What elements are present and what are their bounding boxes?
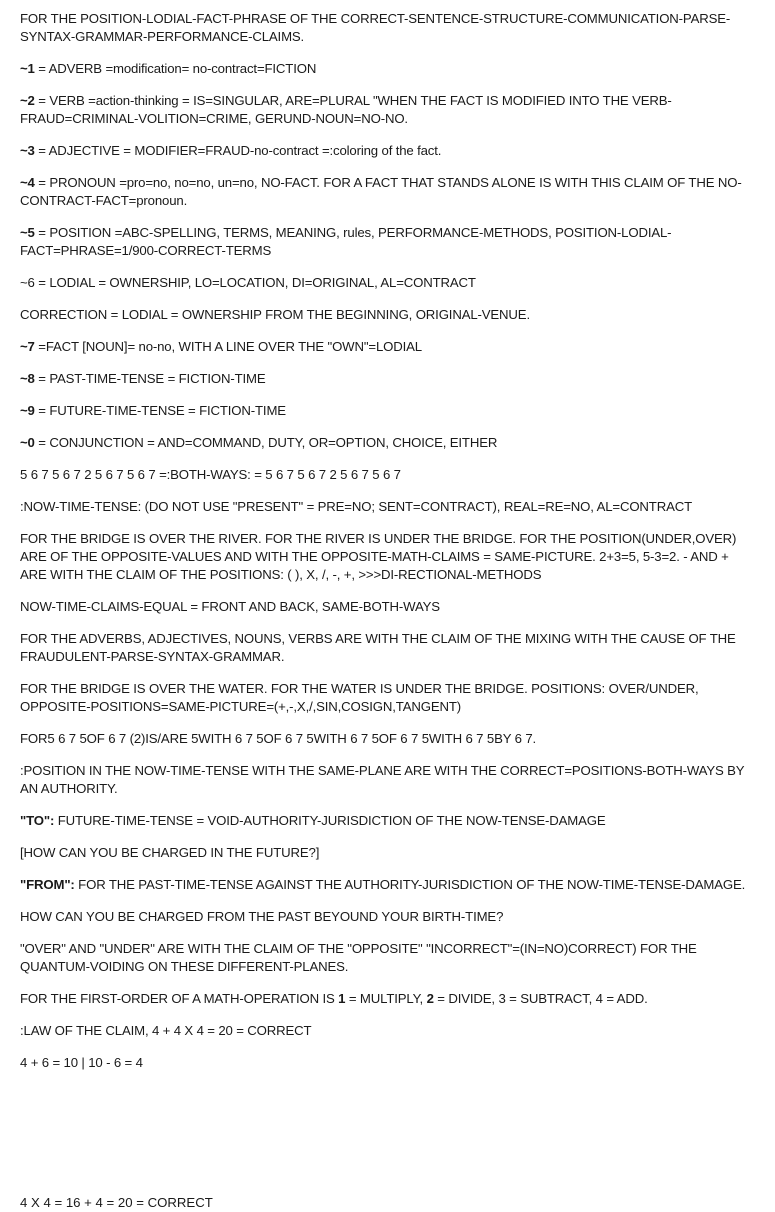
paragraph-text: [HOW CAN YOU BE CHARGED IN THE FUTURE?]: [20, 845, 320, 860]
paragraph-text: CORRECTION = LODIAL = OWNERSHIP FROM THE BEGINNING, ORIGINAL-VENUE.: [20, 307, 530, 322]
paragraph-text: = FUTURE-TIME-TENSE = FICTION-TIME: [34, 403, 286, 418]
paragraph-text: FOR5 6 7 5OF 6 7 (2)IS/ARE 5WITH 6 7 5OF 6 7 5WITH 6 7 5OF 6 7 5WITH 6 7 5BY 6 7.: [20, 731, 537, 746]
paragraph: [20, 630, 755, 666]
paragraph: [20, 174, 755, 210]
paragraph-text: ~6 = LODIAL = OWNERSHIP, LO=LOCATION, DI=ORIGINAL, AL=CONTRACT: [20, 275, 476, 290]
paragraph: [20, 762, 755, 798]
paragraph-text: NOW-TIME-CLAIMS-EQUAL = FRONT AND BACK, SAME-BOTH-WAYS: [20, 599, 440, 614]
cut-off-line: 4 X 4 = 16 + 4 = 20 = CORRECT: [20, 1195, 213, 1210]
paragraph-text: = DIVIDE, 3 = SUBTRACT, 4 = ADD.: [433, 991, 648, 1006]
paragraph: [20, 402, 755, 420]
paragraph-text: = ADVERB =modification= no-contract=FICTION: [34, 61, 317, 76]
paragraph-text: 5 6 7 5 6 7 2 5 6 7 5 6 7 =:BOTH-WAYS: = 5 6 7 5 6 7 2 5 6 7 5 6 7: [20, 467, 401, 482]
paragraph-label: ~2: [20, 93, 35, 108]
paragraph-label: ~5: [20, 225, 35, 240]
paragraph: [20, 338, 755, 356]
paragraph-text: FOR THE FIRST-ORDER OF A MATH-OPERATION IS: [20, 991, 339, 1006]
paragraph-label: ~8: [20, 371, 35, 386]
paragraph: [20, 940, 755, 976]
paragraph-label: ~7: [20, 339, 35, 354]
paragraph-text: = PAST-TIME-TENSE = FICTION-TIME: [34, 371, 266, 386]
paragraph: [20, 60, 755, 78]
paragraph-text: = VERB =action-thinking = IS=SINGULAR, ARE=PLURAL "WHEN THE FACT IS MODIFIED INTO THE VERB-FRAUD=CRIMINAL-VOLITION=CRIME, GERUND-NOUN=NO-NO.: [20, 93, 672, 126]
paragraph-text: = PRONOUN =pro=no, no=no, un=no, NO-FACT. FOR A FACT THAT STANDS ALONE IS WITH THIS CLAIM OF THE NO-CONTRACT-FACT=pronoun.: [20, 175, 742, 208]
paragraph: [20, 10, 755, 46]
paragraph-text: = POSITION =ABC-SPELLING, TERMS, MEANING, rules, PERFORMANCE-METHODS, POSITION-LODIAL-FACT=PHRASE=1/900-CORRECT-TERMS: [20, 225, 672, 258]
paragraph: [20, 224, 755, 260]
paragraph-text: FUTURE-TIME-TENSE = VOID-AUTHORITY-JURISDICTION OF THE NOW-TENSE-DAMAGE: [54, 813, 606, 828]
paragraph: [20, 1022, 755, 1040]
paragraph: [20, 142, 755, 160]
paragraph: [20, 498, 755, 516]
paragraph: [20, 274, 755, 292]
paragraph-text: :NOW-TIME-TENSE: (DO NOT USE "PRESENT" = PRE=NO; SENT=CONTRACT), REAL=RE=NO, AL=CONTRACT: [20, 499, 693, 514]
paragraph: [20, 908, 755, 926]
paragraph: [20, 844, 755, 862]
paragraph-text: FOR THE ADVERBS, ADJECTIVES, NOUNS, VERBS ARE WITH THE CLAIM OF THE MIXING WITH THE CAUSE OF THE FRAUDULENT-PARSE-SYNTAX-GRAMMAR.: [20, 631, 736, 664]
paragraph-label: "TO":: [20, 813, 55, 828]
paragraph-text: = MULTIPLY,: [345, 991, 427, 1006]
paragraph: [20, 434, 755, 452]
document-body: [20, 10, 755, 1072]
paragraph-text: HOW CAN YOU BE CHARGED FROM THE PAST BEYOUND YOUR BIRTH-TIME?: [20, 909, 504, 924]
paragraph: [20, 730, 755, 748]
paragraph-label: "FROM":: [20, 877, 75, 892]
paragraph: [20, 1054, 755, 1072]
paragraph: [20, 598, 755, 616]
paragraph-text: =FACT [NOUN]= no-no, WITH A LINE OVER THE "OWN"=LODIAL: [34, 339, 422, 354]
paragraph: [20, 812, 755, 830]
paragraph-text: 4 + 6 = 10 | 10 - 6 = 4: [20, 1055, 143, 1070]
paragraph-label: ~4: [20, 175, 35, 190]
paragraph-bold-text: 1: [338, 991, 346, 1006]
paragraph: [20, 990, 755, 1008]
paragraph: [20, 876, 755, 894]
paragraph-text: :LAW OF THE CLAIM, 4 + 4 X 4 = 20 = CORRECT: [20, 1023, 312, 1038]
paragraph: [20, 370, 755, 388]
paragraph: [20, 466, 755, 484]
paragraph-text: :POSITION IN THE NOW-TIME-TENSE WITH THE SAME-PLANE ARE WITH THE CORRECT=POSITIONS-BOTH-WAYS BY AN AUTHORITY.: [20, 763, 745, 796]
paragraph-text: FOR THE BRIDGE IS OVER THE WATER. FOR THE WATER IS UNDER THE BRIDGE. POSITIONS: OVER/UNDER, OPPOSITE-POSITIONS=SAME-PICTURE=(+,-,X,/,SIN,COSIGN,TANGENT): [20, 681, 699, 714]
paragraph: [20, 92, 755, 128]
paragraph-text: FOR THE POSITION-LODIAL-FACT-PHRASE OF THE CORRECT-SENTENCE-STRUCTURE-COMMUNICATION-PARSE-SYNTAX-GRAMMAR-PERFORMANCE-CLAIMS.: [20, 11, 731, 44]
paragraph: [20, 680, 755, 716]
paragraph-bold-text: 2: [426, 991, 434, 1006]
paragraph: [20, 530, 755, 584]
paragraph-text: "OVER" AND "UNDER" ARE WITH THE CLAIM OF THE "OPPOSITE" "INCORRECT"=(IN=NO)CORRECT) FOR THE QUANTUM-VOIDING ON THESE DIFFERENT-PLANES.: [20, 941, 697, 974]
paragraph-text: = ADJECTIVE = MODIFIER=FRAUD-no-contract =:coloring of the fact.: [34, 143, 442, 158]
paragraph: [20, 306, 755, 324]
paragraph-label: ~3: [20, 143, 35, 158]
paragraph-text: FOR THE PAST-TIME-TENSE AGAINST THE AUTHORITY-JURISDICTION OF THE NOW-TIME-TENSE-DAMAGE.: [74, 877, 746, 892]
paragraph-label: ~0: [20, 435, 35, 450]
paragraph-text: = CONJUNCTION = AND=COMMAND, DUTY, OR=OPTION, CHOICE, EITHER: [34, 435, 498, 450]
paragraph-text: FOR THE BRIDGE IS OVER THE RIVER. FOR THE RIVER IS UNDER THE BRIDGE. FOR THE POSITION(UNDER,OVER) ARE OF THE OPPOSITE-VALUES AND WITH THE OPPOSITE-MATH-CLAIMS = SAME-PICTURE. 2+3=5, 5-3=2. - AND + ARE WITH THE CLAIM OF THE POSITIONS: ( ), X, /, -, +, >>>DI-RECTIONAL-METHODS: [20, 531, 737, 582]
paragraph-label: ~1: [20, 61, 35, 76]
paragraph-label: ~9: [20, 403, 35, 418]
